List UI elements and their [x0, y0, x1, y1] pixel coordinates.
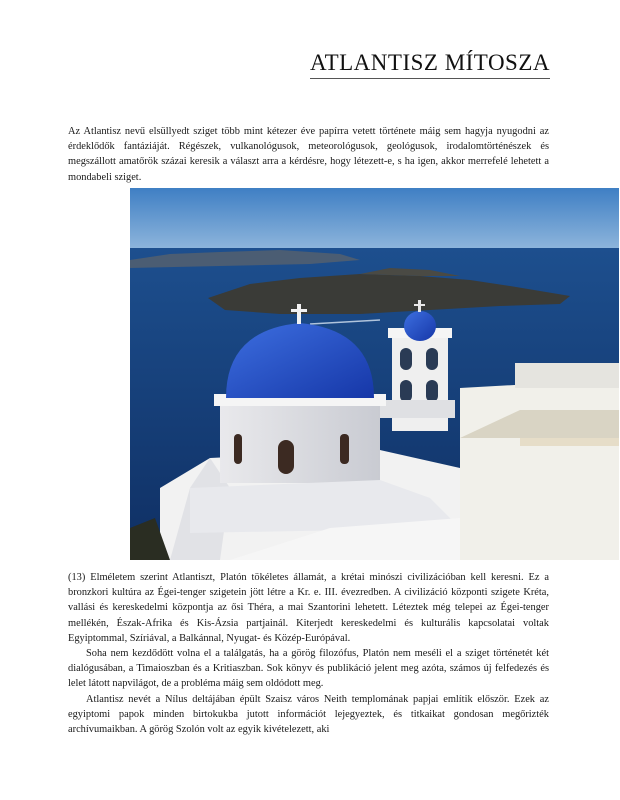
title-underline — [310, 78, 550, 79]
body-paragraph-1: (13) Elméletem szerint Atlantiszt, Platón tökéletes államát, a krétai minószi civilizációban kell keresni. Ez a bronzkori kultúra az Égei-tenger szigetein jött létre a Kr. e. III. évezredben. A civilizáció központi szigete Kréta, vallási és kereskedelmi központja az ősi Théra, a mai Szantorini lehetett. Léteztek még telepei az Égei-tenger mellékén, Észak-Afrika és Kis-Ázsia partjainál. Kiterjedt kereskedelmi és kulturális kapcsolatai voltak Egyiptommal, Szíriával, a Balkánnal, Nyugat- és Közép-Európával. — [68, 572, 549, 644]
page-title: ATLANTISZ MÍTOSZA — [310, 50, 550, 75]
body-paragraph-3: Atlantisz nevét a Nílus deltájában épült Szaisz város Neith templomának papjai említik először. Ezek az egyiptomi papok minden birtokukba jutott információt lejegyeztek, és titkaikat gondosan megőrizték archívumaikban. A görög Szolón volt az egyik kivételezett, aki — [68, 693, 549, 736]
intro-paragraph: Az Atlantisz nevű elsüllyedt sziget több mint kétezer éve papírra vetett története máig sem hagyja nyugodni az érdeklődők fantáziáját. Régészek, vulkanológusok, meteorológusok, geológusok, irodalomtörténészek és megszállott amatőrök százai keresik a választ arra a kérdésre, hogy létezett-e, s ha igen, akkor merrefelé lehetett a mondabeli sziget. — [68, 126, 549, 183]
santorini-photo — [130, 188, 619, 560]
sky — [130, 188, 619, 250]
body-text — [68, 570, 549, 737]
body-paragraph-2: Soha nem kezdődött volna el a találgatás, ha a görög filozófus, Platón nem meséli el a sziget történetét két dialógusában, a Timaioszban és a Kritiaszban. Sok könyv és publikáció jelent meg azóta, számos új felfedezés és lelet látott napvilágot, de a probléma máig sem oldódott meg. — [68, 648, 549, 690]
